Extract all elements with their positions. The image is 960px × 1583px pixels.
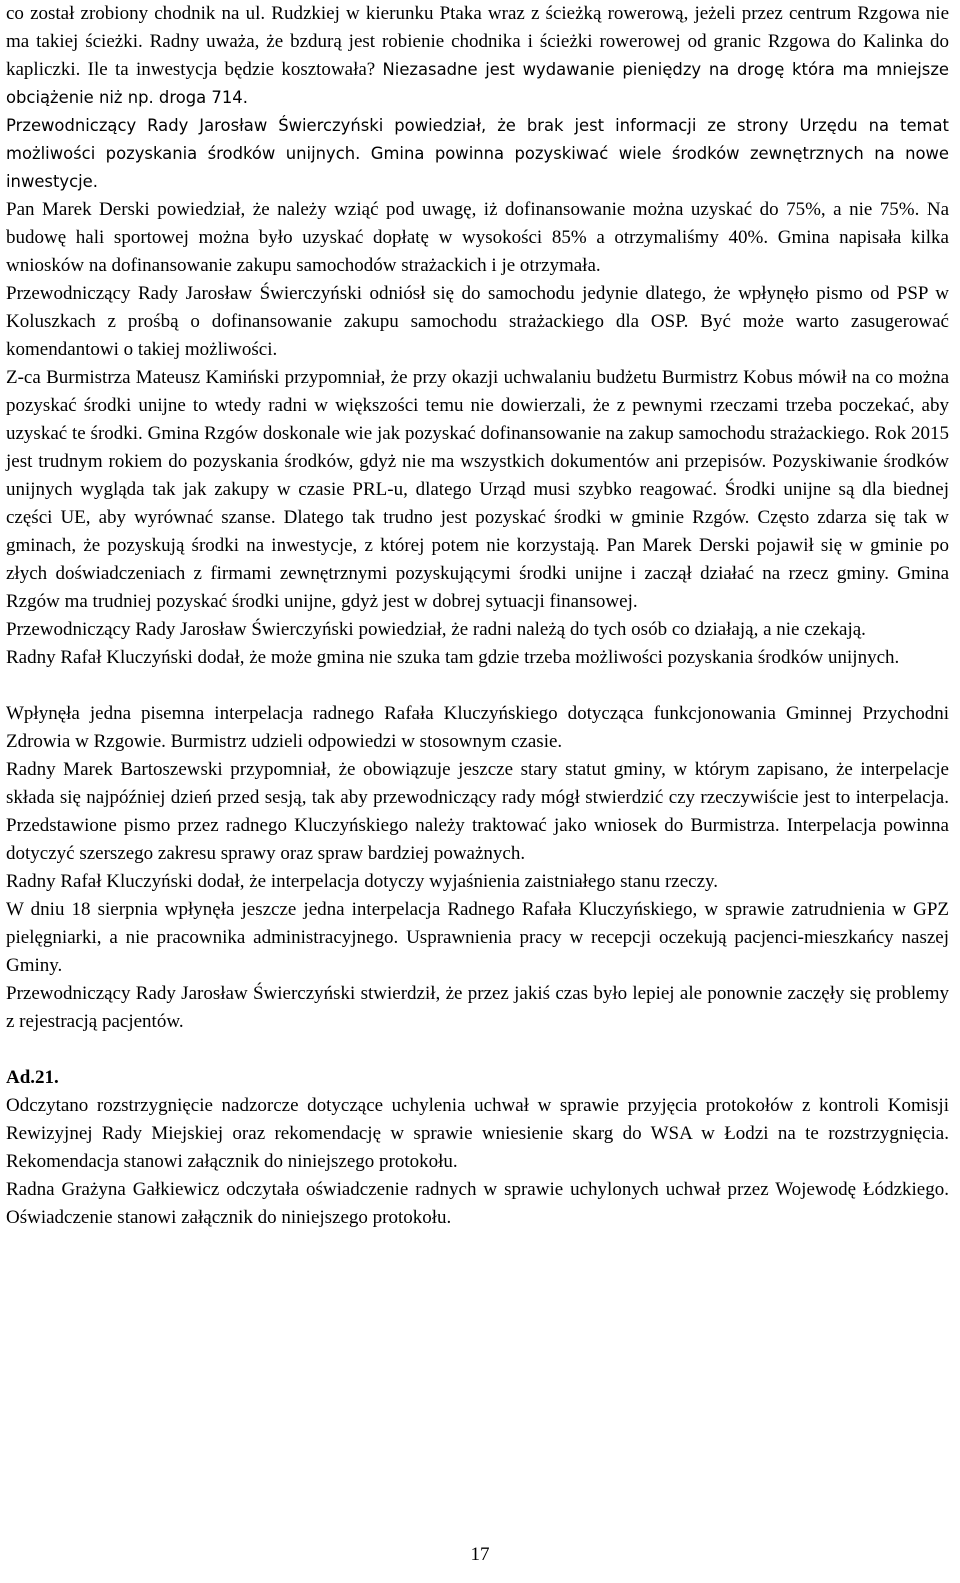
paragraph-spacer bbox=[6, 1036, 949, 1064]
paragraph-deputy-mayor: Z-ca Burmistrza Mateusz Kamiński przypomniał, że przy okazji uchwalaniu budżetu Burmistrz Kobus mówił na co można pozyskać środki unijne to wtedy radni w większości temu nie dowierzali, że z pewnymi rzeczami trzeba poczekać, aby uzyskać te środki. Gmina Rzgów doskonale wie jak pozyskać dofinansowanie na zakup samochodu strażackiego. Rok 2015 jest trudnym rokiem do pozyskania środków, gdyż nie ma wszystkich dokumentów ani przepisów. Pozyskiwanie środków unijnych wygląda tak jak zakupy w czasie PRL-u, dlatego Urząd musi szybko reagować. Środki unijne są dla biednej części UE, aby wyrównać szanse. Dlatego tak trudno jest pozyskać środki w gminie Rzgów. Często zdarza się tak w gminach, że pozyskują środki na inwestycje, z której potem nie korzystają. Pan Marek Derski pojawił się w gminie po złych doświadczeniach z firmami zewnętrznymi pozyskującymi środki unijne i zaczął działać na rzecz gminy. Gmina Rzgów ma trudniej pozyskać środki unijne, gdyż jest w dobrej sytuacji finansowej. bbox=[6, 367, 949, 612]
paragraph-chairman-councillors-act: Przewodniczący Rady Jarosław Świerczyński powiedział, że radni należą do tych osób co działają, a nie czekają. bbox=[6, 619, 866, 640]
paragraph-eu-funds-chairman: Przewodniczący Rady Jarosław Świerczyński powiedział, że brak jest informacji ze strony Urzędu na temat możliwości pozyskania środków unijnych. Gmina powinna pozyskiwać wiele środków zewnętrznych na nowe inwestycje. bbox=[6, 116, 949, 191]
section-heading-ad21: Ad.21. bbox=[6, 1067, 59, 1088]
document-page bbox=[6, 0, 949, 1232]
paragraph-text-sans: Niezasadne jest wydawanie pieniędzy na drogę która ma mniejsze obciążenie niż np. droga 714. bbox=[6, 60, 950, 107]
paragraph-interpellation-clinic: Wpłynęła jedna pisemna interpelacja radnego Rafała Kluczyńskiego dotycząca funkcjonowania Gminnej Przychodni Zdrowia w Rzgowie. Burmistrz udzieli odpowiedzi w stosownym czasie. bbox=[6, 703, 949, 752]
page-number: 17 bbox=[470, 1544, 490, 1565]
paragraph-text: co został zrobiony chodnik na ul. Rudzkiej w kierunku Ptaka wraz z ścieżką rowerową, jeżeli przez centrum Rzgowa nie ma takiej ścieżki. Radny uważa, że bzdurą jest robienie chodnika i ścieżki rowerowej od granic Rzgowa do Kalinka do kapliczki. Ile ta inwestycja będzie kosztowała? bbox=[6, 3, 949, 80]
paragraph-bartoszewski-statute: Radny Marek Bartoszewski przypomniał, że obowiązuje jeszcze stary statut gminy, w którym zapisano, że interpelacje składa się najpóźniej dzień przed sesją, tak aby przewodniczący rady mógł stwierdzić czy rzeczywiście jest to interpelacja. Przedstawione pismo przez radnego Kluczyńskiego należy traktować jako wniosek do Burmistrza. Interpelacja powinna dotyczyć szerszego zakresu sprawy oraz spraw bardziej poważnych. bbox=[6, 759, 949, 864]
paragraph-derski-cofinancing: Pan Marek Derski powiedział, że należy wziąć pod uwagę, iż dofinansowanie można uzyskać do 75%, a nie 75%. Na budowę hali sportowej można było uzyskać dopłatę w wysokości 85% a otrzymaliśmy 40%. Gmina napisała kilka wniosków na dofinansowanie zakupu samochodów strażackich i je otrzymała. bbox=[6, 199, 949, 276]
paragraph-interpellation-nurse: W dniu 18 sierpnia wpłynęła jeszcze jedna interpelacja Radnego Rafała Kluczyńskiego, w sprawie zatrudnienia w GPZ pielęgniarki, a nie pracownika administracyjnego. Usprawnienia pracy w recepcji oczekują pacjenci-mieszkańcy naszej Gminy. bbox=[6, 899, 949, 976]
paragraph-kluczynski-clarification: Radny Rafał Kluczyński dodał, że interpelacja dotyczy wyjaśnienia zaistniałego stanu rzeczy. bbox=[6, 871, 719, 892]
paragraph-rudzka-sidewalk bbox=[6, 0, 949, 112]
paragraph-spacer bbox=[6, 672, 949, 700]
paragraph-galkiewicz-statement: Radna Grażyna Gałkiewicz odczytała oświadczenie radnych w sprawie uchylonych uchwał przez Wojewodę Łódzkiego. Oświadczenie stanowi załącznik do niniejszego protokołu. bbox=[6, 1179, 949, 1228]
paragraph-supervisory-decision: Odczytano rozstrzygnięcie nadzorcze dotyczące uchylenia uchwał w sprawie przyjęcia protokołów z kontroli Komisji Rewizyjnej Rady Miejskiej oraz rekomendację w sprawie wniesienie skarg do WSA w Łodzi na te rozstrzygnięcia. Rekomendacja stanowi załącznik do niniejszego protokołu. bbox=[6, 1095, 949, 1172]
paragraph-fire-truck: Przewodniczący Rady Jarosław Świerczyński odniósł się do samochodu jedynie dlatego, że wpłynęło pismo od PSP w Koluszkach z prośbą o dofinansowanie zakupu samochodu strażackiego dla OSP. Być może warto zasugerować komendantowi o takiej możliwości. bbox=[6, 283, 949, 360]
paragraph-kluczynski-eu: Radny Rafał Kluczyński dodał, że może gmina nie szuka tam gdzie trzeba możliwości pozyskania środków unijnych. bbox=[6, 647, 900, 668]
paragraph-chairman-registration: Przewodniczący Rady Jarosław Świerczyński stwierdził, że przez jakiś czas było lepiej ale ponownie zaczęły się problemy z rejestracją pacjentów. bbox=[6, 983, 949, 1032]
